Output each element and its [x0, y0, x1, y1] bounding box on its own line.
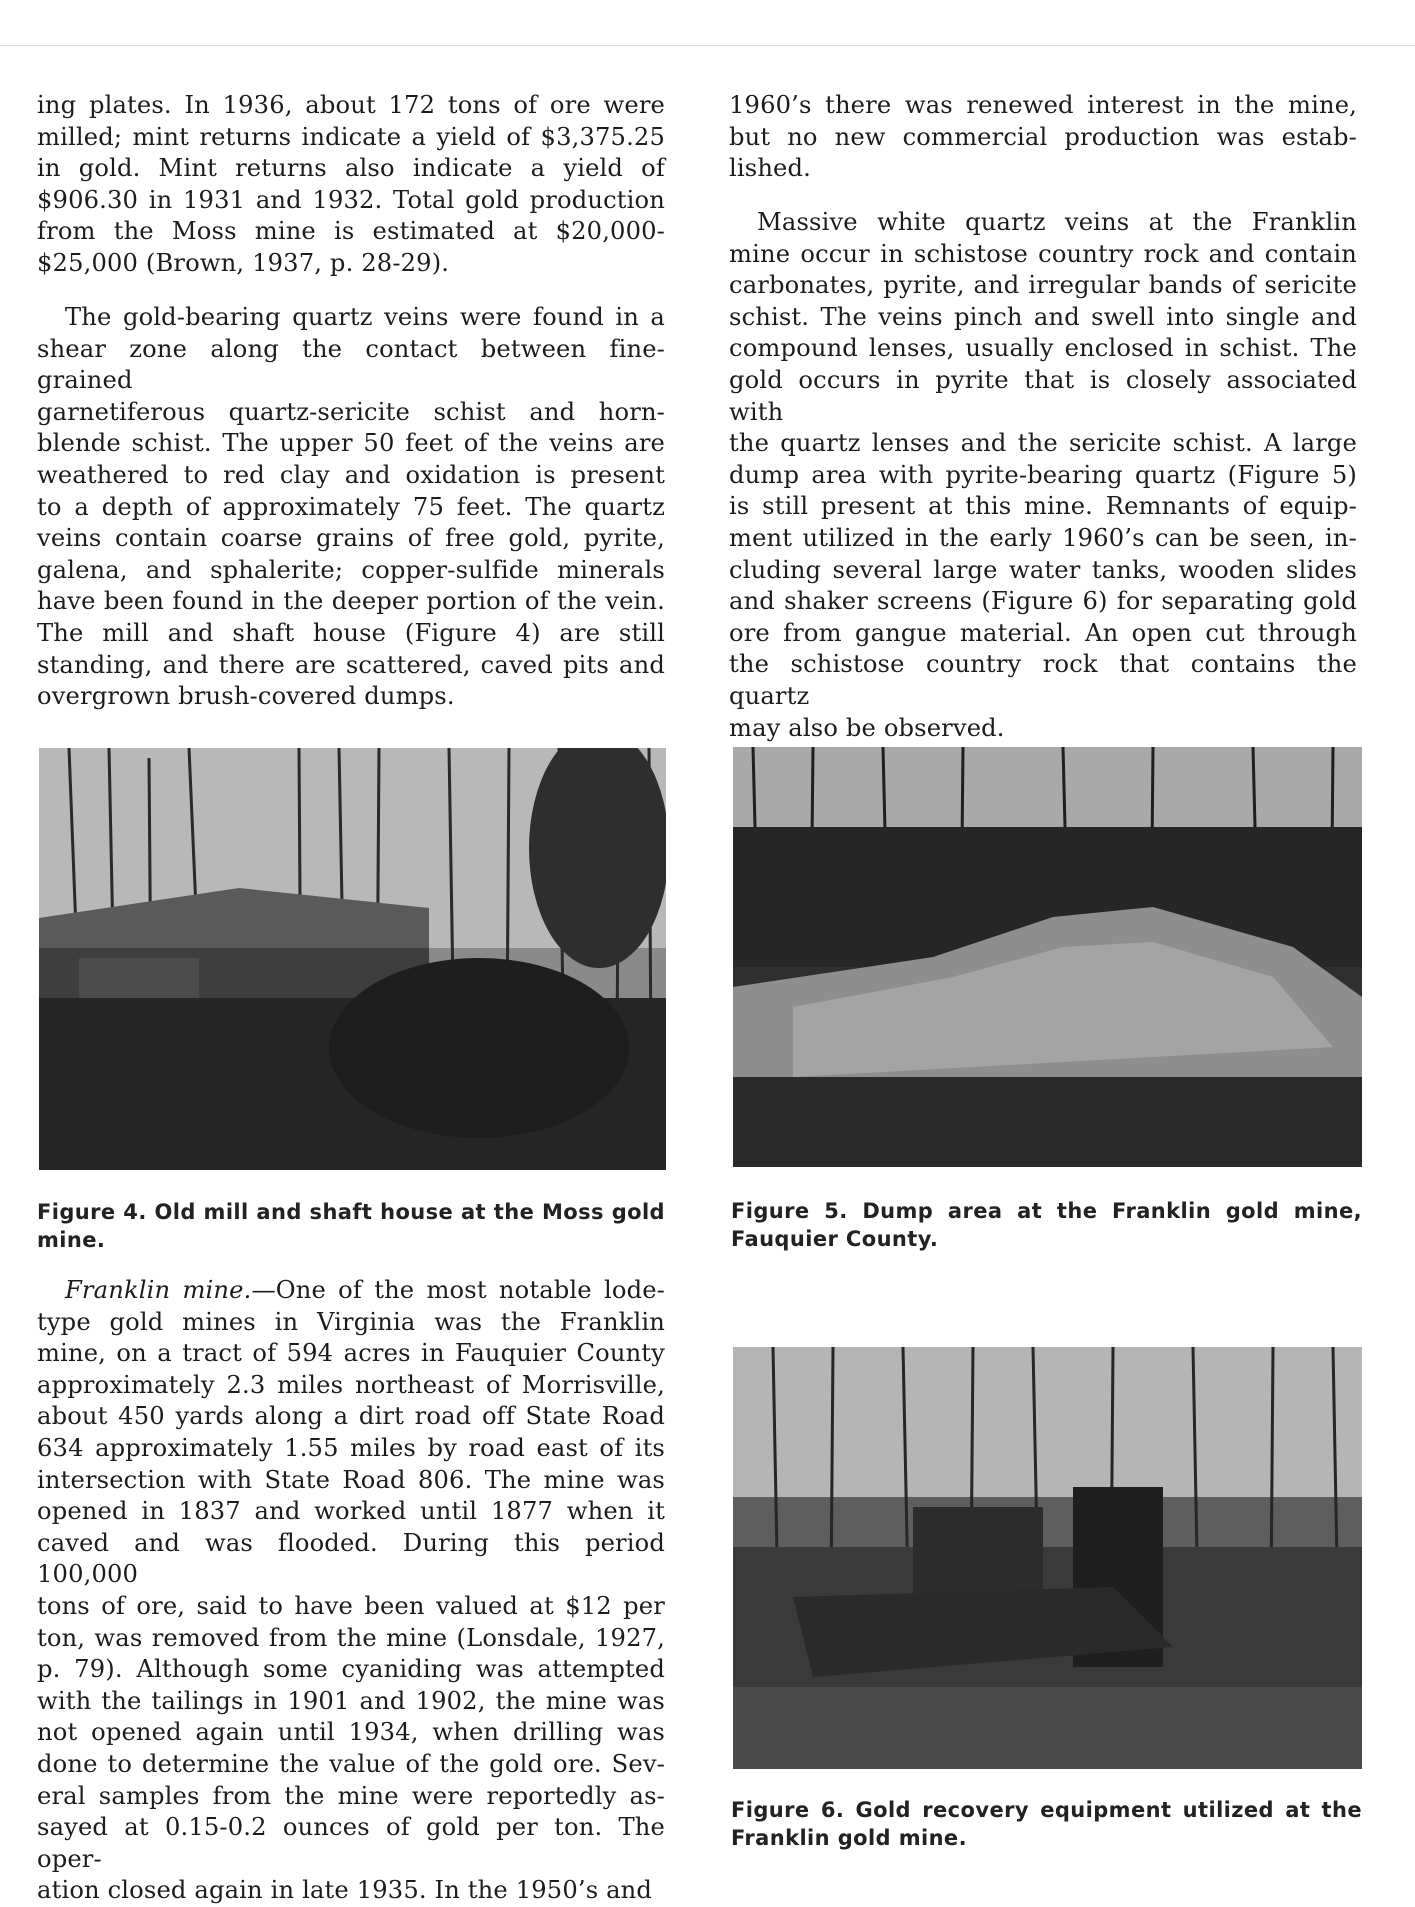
- text-line: to a depth of approximately 75 feet. The quartz: [37, 492, 665, 521]
- text-line: standing, and there are scattered, caved pits and: [37, 650, 665, 679]
- text-line: schist. The veins pinch and swell into single and: [729, 302, 1357, 331]
- franklin-interest-paragraph: [729, 90, 1357, 185]
- text-line: in gold. Mint returns also indicate a yield of: [37, 154, 665, 183]
- text-line: not opened again until 1934, when drilling was: [37, 1718, 665, 1747]
- text-line: the quartz lenses and the sericite schist. A large: [729, 429, 1357, 458]
- text-line: veins contain coarse grains of free gold, pyrite,: [37, 524, 665, 553]
- text-line: done to determine the value of the gold ore. Sev-: [37, 1749, 665, 1778]
- text-line: p. 79). Although some cyaniding was attempted: [37, 1655, 665, 1684]
- text-line: type gold mines in Virginia was the Franklin: [37, 1307, 665, 1336]
- text-line: with the tailings in 1901 and 1902, the mine was: [37, 1686, 665, 1715]
- text-line: opened in 1837 and worked until 1877 when it: [37, 1497, 665, 1526]
- text-line: compound lenses, usually enclosed in schist. The: [729, 334, 1357, 363]
- figure6-caption: [731, 1796, 1362, 1852]
- text-line: [37, 1275, 665, 1307]
- text-line: dump area with pyrite-bearing quartz (Figure 5): [729, 460, 1357, 489]
- text-line: The gold-bearing quartz veins were found in a: [65, 303, 665, 331]
- text-line: is still present at this mine. Remnants of equip-: [729, 492, 1357, 521]
- text-line: ation closed again in late 1935. In the 1950’s and: [37, 1876, 653, 1905]
- figure4-photo: [39, 748, 666, 1170]
- figure4-caption-line1: Figure 4. Old mill and shaft house at the Moss gold: [37, 1200, 665, 1224]
- text-line: shear zone along the contact between fine-grained: [37, 334, 665, 395]
- text-line: have been found in the deeper portion of the vein.: [37, 587, 665, 616]
- text-line: 634 approximately 1.55 miles by road east of its: [37, 1433, 665, 1462]
- moss-mine-paragraph: [37, 90, 665, 280]
- text-line: ton, was removed from the mine (Lonsdale, 1927,: [37, 1623, 665, 1652]
- text-line: Massive white quartz veins at the Franklin: [757, 208, 1357, 236]
- text-line: ing plates. In 1936, about 172 tons of ore were: [37, 91, 665, 119]
- franklin-veins-paragraph: [729, 207, 1357, 744]
- figure6-photo: [733, 1347, 1362, 1769]
- text-line: ore from gangue material. An open cut through: [729, 618, 1357, 647]
- figure6-caption-line2: Franklin gold mine.: [731, 1826, 967, 1850]
- figure4-caption: [37, 1198, 665, 1254]
- figure5-caption: [731, 1197, 1362, 1253]
- text-line: may also be observed.: [729, 713, 1005, 742]
- text-line: 1960’s there was renewed interest in the mine,: [729, 91, 1357, 119]
- figure5-caption-line1: Figure 5. Dump area at the Franklin gold mine,: [731, 1199, 1362, 1223]
- text-line: cluding several large water tanks, wooden slides: [729, 555, 1357, 584]
- text-line: intersection with State Road 806. The mine was: [37, 1465, 665, 1494]
- text-line: but no new commercial production was estab-: [729, 122, 1357, 151]
- text-line: milled; mint returns indicate a yield of $3,375.25: [37, 122, 665, 151]
- text-line: approximately 2.3 miles northeast of Morrisville,: [37, 1370, 665, 1399]
- text-line: garnetiferous quartz-sericite schist and horn-: [37, 397, 665, 426]
- text-line: The mill and shaft house (Figure 4) are still: [37, 618, 665, 647]
- text-line: caved and was flooded. During this period 100,000: [37, 1528, 665, 1589]
- text-line: carbonates, pyrite, and irregular bands of sericite: [729, 271, 1357, 300]
- text-line: —One of the most notable lode-: [251, 1276, 665, 1304]
- text-line: $25,000 (Brown, 1937, p. 28-29).: [37, 248, 450, 277]
- text-line: sayed at 0.15-0.2 ounces of gold per ton. The oper-: [37, 1813, 665, 1873]
- text-line: overgrown brush-covered dumps.: [37, 682, 455, 711]
- text-line: from the Moss mine is estimated at $20,000-: [37, 217, 665, 246]
- franklin-mine-heading: Franklin mine.: [65, 1276, 252, 1304]
- moss-veins-paragraph: [37, 302, 665, 713]
- text-line: tons of ore, said to have been valued at $12 per: [37, 1591, 665, 1620]
- text-line: lished.: [729, 154, 811, 183]
- text-line: gold occurs in pyrite that is closely associated with: [729, 365, 1357, 426]
- figure5-photo: [733, 747, 1362, 1167]
- top-divider: [0, 45, 1415, 46]
- figure6-caption-line1: Figure 6. Gold recovery equipment utilized at the: [731, 1798, 1362, 1822]
- franklin-mine-paragraph: [37, 1275, 665, 1907]
- text-line: blende schist. The upper 50 feet of the veins are: [37, 429, 665, 458]
- text-line: mine occur in schistose country rock and contain: [729, 239, 1357, 268]
- text-line: galena, and sphalerite; copper-sulfide minerals: [37, 555, 665, 584]
- text-line: $906.30 in 1931 and 1932. Total gold production: [37, 185, 665, 214]
- figure4-caption-line2: mine.: [37, 1228, 106, 1252]
- text-line: mine, on a tract of 594 acres in Fauquier County: [37, 1339, 665, 1368]
- text-line: eral samples from the mine were reportedly as-: [37, 1781, 665, 1810]
- figure5-caption-line2: Fauquier County.: [731, 1227, 939, 1251]
- text-line: the schistose country rock that contains the quartz: [729, 650, 1357, 710]
- text-line: about 450 yards along a dirt road off State Road: [37, 1402, 665, 1431]
- text-line: ment utilized in the early 1960’s can be seen, in-: [729, 523, 1357, 552]
- text-line: and shaker screens (Figure 6) for separating gold: [729, 587, 1357, 616]
- text-line: weathered to red clay and oxidation is present: [37, 460, 665, 489]
